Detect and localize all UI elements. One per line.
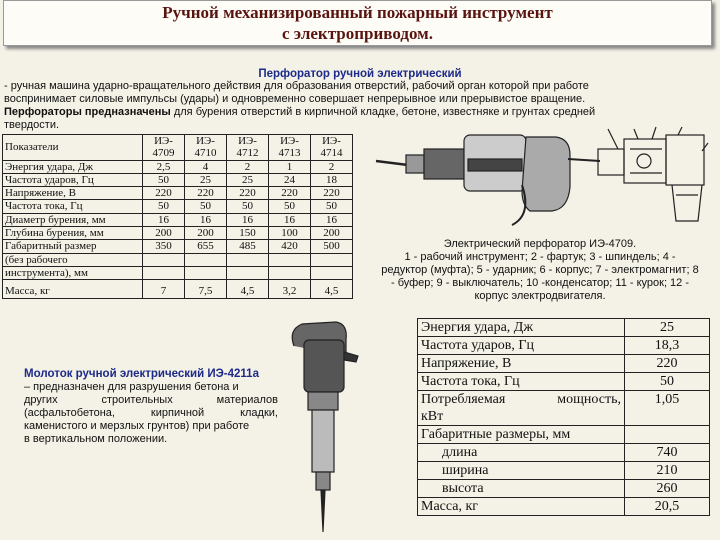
hammer-row: [418, 355, 710, 373]
spec-cell: 1: [269, 160, 311, 173]
spec-cell: 50: [311, 200, 353, 213]
spec-header-model: [227, 135, 269, 161]
spec-cell: 220: [227, 187, 269, 200]
model-prefix: ИЭ-: [238, 135, 257, 147]
spec-cell: 16: [227, 213, 269, 226]
page-title-line2: с электроприводом.: [282, 24, 433, 43]
spec-cell: 655: [185, 240, 227, 253]
perforator-purpose: [4, 106, 716, 119]
spec-cell: [185, 253, 227, 266]
spec-cell: 4: [185, 160, 227, 173]
page-title-line1: Ручной механизированный пожарный инструмент: [162, 3, 553, 22]
spec-cell: 200: [311, 227, 353, 240]
spec-cell: 4,5: [311, 280, 353, 298]
spec-cell: [227, 266, 269, 279]
spec-header-row: [3, 135, 353, 161]
hammer-mass-row-value: 20,5: [625, 498, 710, 516]
hammer-row-label: Частота ударов, Гц: [418, 337, 625, 355]
spec-cell: 16: [311, 213, 353, 226]
spec-cell: 420: [269, 240, 311, 253]
perforator-desc-line2: воспринимает силовые импульсы (удары) и одновременно совершает непрерывное или прерывистое вращение.: [4, 93, 586, 105]
spec-row-label: Частота тока, Гц: [3, 200, 143, 213]
hammer-row-label: Энергия удара, Дж: [418, 319, 625, 337]
spec-cell: 2,5: [143, 160, 185, 173]
hammer-dim-row-value: 210: [625, 462, 710, 480]
spec-row-label: Габаритный размер: [3, 240, 143, 253]
hammer-desc-line1: – предназначен для разрушения бетона и: [24, 381, 239, 393]
spec-cell: 200: [143, 227, 185, 240]
hammer-dim-row: [418, 462, 710, 480]
spec-row-label: Напряжение, В: [3, 187, 143, 200]
spec-body: [3, 160, 353, 298]
hammer-row-value: 25: [625, 319, 710, 337]
hammer-word: строительных: [101, 394, 173, 406]
model-prefix: ИЭ-: [154, 135, 173, 147]
spec-row-label: Масса, кг: [3, 280, 143, 298]
spec-header-label: Показатели: [3, 135, 143, 161]
spec-row-label: Энергия удара, Дж: [3, 160, 143, 173]
perforator-purpose-line2: твердости.: [4, 119, 60, 131]
spec-row: [3, 240, 353, 253]
hammer-dim-row-label: высота: [418, 480, 625, 498]
spec-cell: [269, 253, 311, 266]
model-prefix: ИЭ-: [196, 135, 215, 147]
power-label: [421, 391, 621, 425]
spec-cell: 25: [227, 173, 269, 186]
power-word: мощность,: [557, 392, 621, 407]
hammer-dim-row: [418, 444, 710, 462]
perforator-caption-line3: редуктор (муфта); 5 - ударник; 6 - корпус; 7 - электромагнит; 8: [381, 264, 699, 276]
spec-cell: 220: [143, 187, 185, 200]
spec-cell: 2: [311, 160, 353, 173]
spec-cell: 50: [185, 200, 227, 213]
spec-cell: 24: [269, 173, 311, 186]
power-unit: кВт: [421, 409, 444, 424]
hammer-row-label: Напряжение, В: [418, 355, 625, 373]
hammer-dims-header: [418, 426, 710, 444]
spec-cell: 50: [269, 200, 311, 213]
spec-cell: 16: [185, 213, 227, 226]
hammer-word: (асфальтобетона,: [24, 407, 115, 419]
model-prefix: ИЭ-: [280, 135, 299, 147]
model-number: 4712: [236, 147, 259, 160]
spec-cell: 485: [227, 240, 269, 253]
hammer-drawing: [282, 318, 364, 536]
hammer-row-value: 220: [625, 355, 710, 373]
model-prefix: ИЭ-: [322, 135, 341, 147]
hammer-word: кладки,: [240, 407, 278, 419]
hammer-description: [24, 368, 278, 446]
spec-row: [3, 253, 353, 266]
hammer-body: [418, 319, 710, 516]
spec-cell: 50: [143, 200, 185, 213]
perforator-caption-title: Электрический перфоратор ИЭ-4709.: [443, 238, 637, 250]
spec-cell: 50: [227, 200, 269, 213]
spec-cell: 150: [227, 227, 269, 240]
hammer-row: [418, 373, 710, 391]
spec-cell: 500: [311, 240, 353, 253]
spec-row-label: (без рабочего: [3, 253, 143, 266]
spec-cell: 16: [143, 213, 185, 226]
spec-cell: [143, 253, 185, 266]
title-box: [3, 0, 712, 46]
spec-row: [3, 173, 353, 186]
hammer-desc-line2: [24, 394, 278, 407]
hammer-row: [418, 319, 710, 337]
model-number: 4710: [194, 147, 217, 160]
spec-cell: [311, 253, 353, 266]
model-number: 4709: [152, 147, 175, 160]
perforator-spec-table: [2, 134, 353, 299]
hammer-heading: Молоток ручной электрический ИЭ-4211а: [24, 368, 259, 380]
spec-cell: 7: [143, 280, 185, 298]
spec-row-label: инструмента), мм: [3, 266, 143, 279]
spec-cell: 220: [185, 187, 227, 200]
perforator-caption-line4: - буфер; 9 - выключатель; 10 -конденсатор; 11 - курок; 12 -: [390, 277, 690, 289]
spec-row: [3, 160, 353, 173]
hammer-mass-row-label: Масса, кг: [418, 498, 625, 516]
model-number: 4713: [278, 147, 301, 160]
spec-cell: [227, 253, 269, 266]
spec-cell: [185, 266, 227, 279]
spec-cell: 3,2: [269, 280, 311, 298]
hammer-dim-row-label: длина: [418, 444, 625, 462]
hammer-power-row-label: [418, 391, 625, 426]
hammer-dim-row-value: 740: [625, 444, 710, 462]
spec-cell: [311, 266, 353, 279]
hammer-power-row: [418, 391, 710, 426]
perforator-caption-line2: 1 - рабочий инструмент; 2 - фартук; 3 - шпиндель; 4 -: [404, 251, 676, 263]
spec-row: [3, 200, 353, 213]
spec-cell: 200: [185, 227, 227, 240]
hammer-dim-row-label: ширина: [418, 462, 625, 480]
perforator-desc-line1: - ручная машина ударно-вращательного действия для образования отверстий, рабочий орган которой при работе: [4, 80, 589, 92]
hammer-row-label: Частота тока, Гц: [418, 373, 625, 391]
spec-row-label: Глубина бурения, мм: [3, 227, 143, 240]
spec-header-model: [185, 135, 227, 161]
hammer-dim-row: [418, 480, 710, 498]
spec-cell: 350: [143, 240, 185, 253]
spec-header-model: [143, 135, 185, 161]
spec-header-model: [269, 135, 311, 161]
spec-cell: 100: [269, 227, 311, 240]
hammer-word: кирпичной: [150, 407, 205, 419]
spec-cell: 50: [143, 173, 185, 186]
hammer-dim-row-value: 260: [625, 480, 710, 498]
perforator-drawing: [372, 125, 718, 240]
spec-cell: 18: [311, 173, 353, 186]
spec-row: [3, 266, 353, 279]
spec-cell: 7,5: [185, 280, 227, 298]
model-number: 4714: [320, 147, 343, 160]
perforator-purpose-bold: Перфораторы предназначены: [4, 106, 171, 118]
hammer-word: материалов: [216, 394, 278, 406]
spec-header-model: [311, 135, 353, 161]
spec-cell: 220: [311, 187, 353, 200]
spec-cell: [269, 266, 311, 279]
spec-row: [3, 227, 353, 240]
spec-row: [3, 280, 353, 298]
spec-cell: [143, 266, 185, 279]
power-word: Потребляемая: [421, 392, 506, 407]
spec-cell: 2: [227, 160, 269, 173]
hammer-dims-header-label: Габаритные размеры, мм: [418, 426, 625, 444]
hammer-row-value: 18,3: [625, 337, 710, 355]
hammer-row-value: 50: [625, 373, 710, 391]
perforator-heading: Перфоратор ручной электрический: [258, 68, 462, 80]
hammer-dims-header-value: [625, 426, 710, 444]
spec-cell: 220: [269, 187, 311, 200]
hammer-spec-table: [417, 318, 710, 516]
spec-cell: 16: [269, 213, 311, 226]
hammer-power-row-value: 1,05: [625, 391, 710, 426]
spec-row: [3, 213, 353, 226]
perforator-purpose-rest: для бурения отверстий в кирпичной кладке, бетоне, известняке и грунтах средней: [173, 106, 596, 118]
hammer-desc-line5: в вертикальном положении.: [24, 433, 168, 445]
hammer-row: [418, 337, 710, 355]
hammer-mass-row: [418, 498, 710, 516]
spec-cell: 25: [185, 173, 227, 186]
hammer-desc-line3: [24, 407, 278, 420]
spec-row-label: Диаметр бурения, мм: [3, 213, 143, 226]
hammer-desc-line4: каменистого и мерзлых грунтов) при работе: [24, 420, 250, 432]
hammer-word: других: [24, 394, 58, 406]
spec-cell: 4,5: [227, 280, 269, 298]
spec-row-label: Частота ударов, Гц: [3, 173, 143, 186]
perforator-caption-line5: корпус электродвигателя.: [474, 290, 606, 302]
spec-row: [3, 187, 353, 200]
